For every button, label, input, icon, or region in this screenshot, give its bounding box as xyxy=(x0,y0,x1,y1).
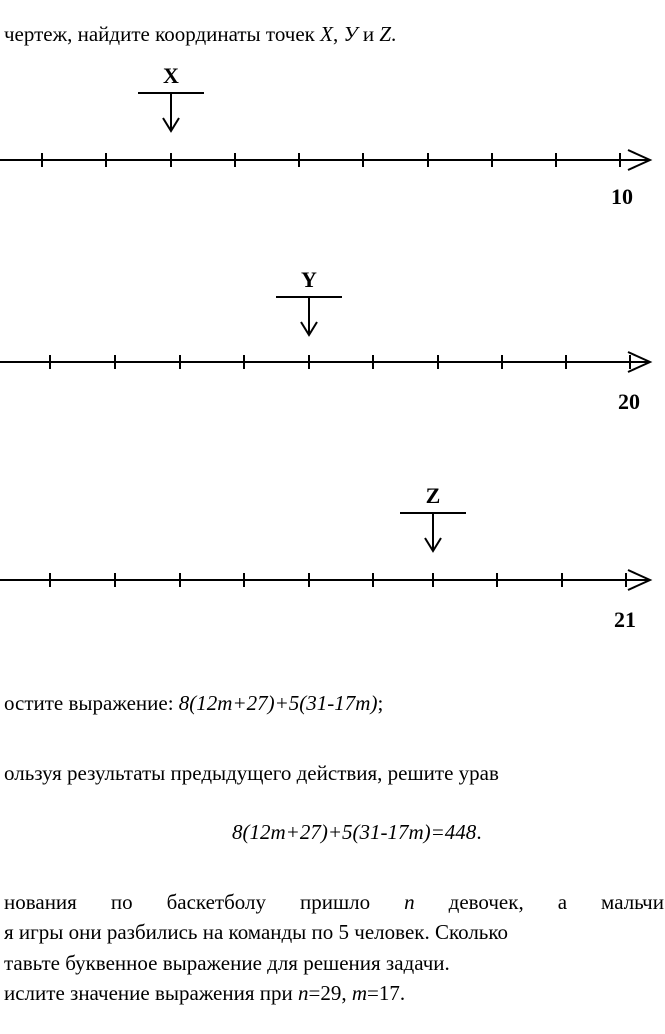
word: нования xyxy=(4,890,77,914)
number-line-1 xyxy=(0,63,650,209)
variable-n: n xyxy=(404,890,415,914)
intro-point-y: У xyxy=(343,22,358,46)
n-value: =29, xyxy=(308,981,352,1005)
word: по xyxy=(110,890,133,914)
number-line-3 xyxy=(0,483,650,632)
intro-text: чертеж, найдите координаты точек xyxy=(4,22,321,46)
end-label-10: 10 xyxy=(611,184,633,209)
task-basketball-line-1 xyxy=(4,892,664,913)
number-line-2 xyxy=(0,267,650,414)
equation-expression: 8(12m+27)+5(31-17m)=448 xyxy=(232,820,477,844)
point-label-y: Y xyxy=(301,267,317,292)
line-4-text: ислите значение выражения при xyxy=(4,981,298,1005)
equation xyxy=(232,822,482,843)
intro-point-x: X xyxy=(320,22,333,46)
m-value: =17. xyxy=(367,981,406,1005)
task-simplify xyxy=(4,693,383,714)
word: мальчи xyxy=(601,890,664,914)
task-simplify-expression: 8(12m+27)+5(31-17m) xyxy=(178,691,378,715)
word: пришло xyxy=(300,890,371,914)
end-label-20: 20 xyxy=(618,389,640,414)
variable-m: m xyxy=(351,981,367,1005)
intro-end: . xyxy=(391,22,397,46)
task-basketball-line-2: я игры они разбились на команды по 5 человек. Сколько xyxy=(4,920,509,944)
task-basketball-line-4 xyxy=(4,983,405,1004)
task-basketball-line-3: тавьте буквенное выражение для решения задачи. xyxy=(4,951,450,975)
point-label-z: Z xyxy=(425,483,441,508)
word: баскетболу xyxy=(166,890,266,914)
task-solve: ользуя результаты предыдущего действия, решите урав xyxy=(4,761,499,785)
intro-sep: и xyxy=(357,22,380,46)
word: девочек, xyxy=(448,890,524,914)
intro-sep: , xyxy=(332,22,344,46)
word: а xyxy=(557,890,568,914)
point-label-x: X xyxy=(163,63,179,88)
equation-end: . xyxy=(476,820,482,844)
variable-n: n xyxy=(297,981,309,1005)
task-simplify-end: ; xyxy=(377,691,384,715)
task-simplify-text: остите выражение: xyxy=(4,691,179,715)
intro-point-z: Z xyxy=(379,22,392,46)
end-label-21: 21 xyxy=(614,607,636,632)
